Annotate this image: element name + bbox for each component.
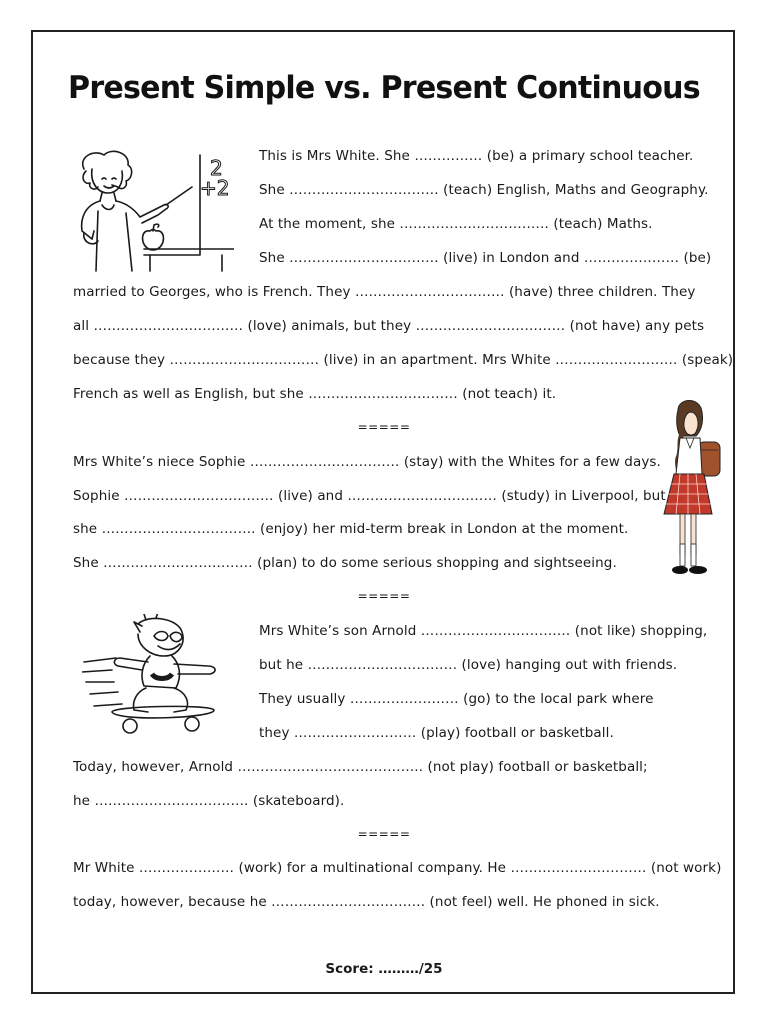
section-separator-1: =====: [357, 420, 411, 434]
paragraph4-line-2: today, however, because he ……………………………. (not feel) well. He phoned in sick.: [73, 894, 660, 910]
paragraph1-line-6: all …………………………… (love) animals, but they …………………………… (not have) any pets: [73, 318, 705, 334]
paragraph3-line-6: he ……………………………. (skateboard).: [73, 793, 345, 809]
section-separator-3: =====: [357, 827, 411, 841]
paragraph2-line-4: She …………………………… (plan) to do some serious shopping and sightseeing.: [73, 555, 617, 571]
section-separator-2: =====: [357, 589, 411, 603]
paragraph3-line-4: they ……………………… (play) football or basketball.: [259, 725, 614, 741]
board-top-number: 2: [210, 156, 223, 180]
worksheet-title: Present Simple vs. Present Continuous: [68, 70, 700, 106]
paragraph3-line-1: Mrs White’s son Arnold …………………………… (not like) shopping,: [259, 623, 708, 639]
paragraph2-line-2: Sophie …………………………… (live) and …………………………… (study) in Liverpool, but: [73, 488, 666, 504]
paragraph1-line-8: French as well as English, but she …………………………… (not teach) it.: [73, 386, 557, 402]
paragraph2-line-3: she ……………………………. (enjoy) her mid-term break in London at the moment.: [73, 521, 629, 537]
paragraph1-line-1: This is Mrs White. She …………… (be) a primary school teacher.: [259, 148, 694, 164]
paragraph4-line-1: Mr White ………………… (work) for a multinational company. He ………………………… (not work): [73, 860, 722, 876]
paragraph3-line-3: They usually …………………… (go) to the local park where: [259, 691, 654, 707]
paragraph3-line-2: but he …………………………… (love) hanging out with friends.: [259, 657, 678, 673]
skateboarder-illustration: [82, 614, 228, 740]
paragraph1-line-5: married to Georges, who is French. They …………………………… (have) three children. They: [73, 284, 696, 300]
paragraph2-line-1: Mrs White’s niece Sophie …………………………… (stay) with the Whites for a few days.: [73, 454, 661, 470]
teacher-illustration: [72, 147, 234, 273]
paragraph1-line-2: She …………………………… (teach) English, Maths and Geography.: [259, 182, 709, 198]
score-label: Score: [325, 961, 369, 977]
score-line: [0, 961, 768, 977]
paragraph1-line-7: because they …………………………… (live) in an apartment. Mrs White ……………………… (speak): [73, 352, 734, 368]
paragraph1-line-3: At the moment, she …………………………… (teach) Maths.: [259, 216, 653, 232]
board-bottom-number: +2: [200, 176, 230, 200]
score-value: : ………/25: [368, 961, 443, 977]
paragraph1-line-4: She …………………………… (live) in London and ………………… (be): [259, 250, 712, 266]
paragraph3-line-5: Today, however, Arnold ………………………………….. (not play) football or basketball;: [73, 759, 648, 775]
